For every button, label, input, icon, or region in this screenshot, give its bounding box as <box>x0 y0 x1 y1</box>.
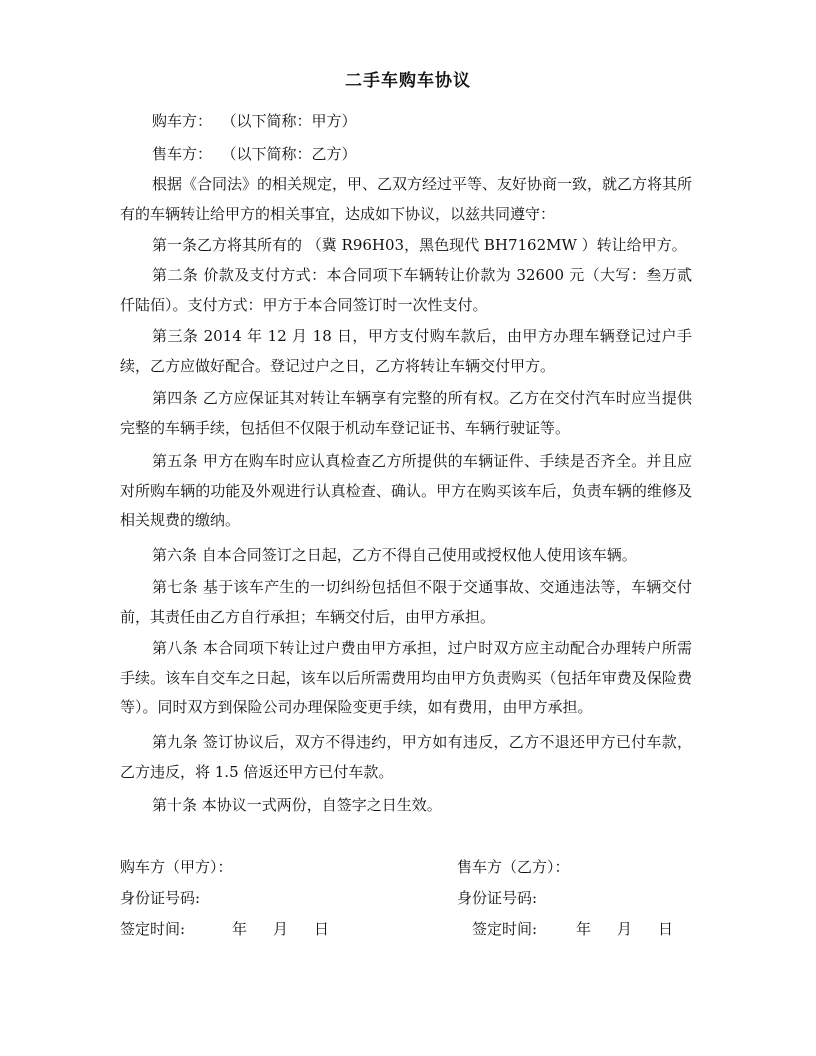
article-4: 第四条 乙方应保证其对转让车辆享有完整的所有权。乙方在交付汽车时应当提供完整的车辆手续，包括但不仅限于机动车登记证书、车辆行驶证等。 <box>120 389 692 437</box>
article-2: 第二条 价款及支付方式：本合同项下车辆转让价款为 32600 元（大写：叁万贰仟陆佰）。支付方式：甲方于本合同签订时一次性支付。 <box>120 266 692 314</box>
buyer-line: 购车方： （以下简称：甲方） <box>152 112 357 130</box>
buyer-date-day: 日 <box>314 920 330 938</box>
seller-date-year: 年 <box>576 920 592 938</box>
buyer-date-month: 月 <box>273 920 289 938</box>
article-3: 第三条 2014 年 12 月 18 日，甲方支付购车款后，由甲方办理车辆登记过户手续，乙方应做好配合。登记过户之日，乙方将转让车辆交付甲方。 <box>120 327 692 375</box>
article-7: 第七条 基于该车产生的一切纠纷包括但不限于交通事故、交通违法等，车辆交付前，其责任由乙方自行承担；车辆交付后，由甲方承担。 <box>120 578 692 626</box>
article-10: 第十条 本协议一式两份，自签字之日生效。 <box>152 796 442 814</box>
paragraph-intro: 根据《合同法》的相关规定，甲、乙双方经过平等、友好协商一致，就乙方将其所有的车辆转让给甲方的相关事宜，达成如下协议，以兹共同遵守： <box>120 175 693 223</box>
buyer-signature-label: 购车方（甲方）： <box>120 858 233 876</box>
seller-date-row <box>472 918 673 939</box>
article-9: 第九条 签订协议后，双方不得违约，甲方如有违反，乙方不退还甲方已付车款，乙方违反，将 1.5 倍返还甲方已付车款。 <box>120 733 692 781</box>
article-6: 第六条 自本合同签订之日起，乙方不得自己使用或授权他人使用该车辆。 <box>152 546 637 564</box>
seller-date-month: 月 <box>617 920 633 938</box>
seller-date-label: 签定时间: <box>472 920 538 938</box>
buyer-date-year: 年 <box>232 920 248 938</box>
seller-line: 售车方： （以下简称：乙方） <box>152 145 357 163</box>
seller-id-label: 身份证号码: <box>457 889 538 907</box>
article-5: 第五条 甲方在购车时应认真检查乙方所提供的车辆证件、手续是否齐全。并且应对所购车辆的功能及外观进行认真检查、确认。甲方在购买该车后，负责车辆的维修及相关规费的缴纳。 <box>120 452 692 529</box>
seller-date-day: 日 <box>658 920 674 938</box>
document-title: 二手车购车协议 <box>345 71 471 91</box>
article-1: 第一条乙方将其所有的 （冀 R96H03，黑色现代 BH7162MW ）转让给甲方。 <box>152 236 687 254</box>
buyer-date-row <box>120 918 329 939</box>
article-8: 第八条 本合同项下转让过户费由甲方承担，过户时双方应主动配合办理转户所需手续。该车自交车之日起，该车以后所需费用均由甲方负责购买（包括年审费及保险费等）。同时双方到保险公司办理保险变更手续，如有费用，由甲方承担。 <box>120 639 692 716</box>
buyer-id-label: 身份证号码: <box>120 889 201 907</box>
seller-signature-label: 售车方（乙方）： <box>457 858 570 876</box>
buyer-date-label: 签定时间: <box>120 920 186 938</box>
